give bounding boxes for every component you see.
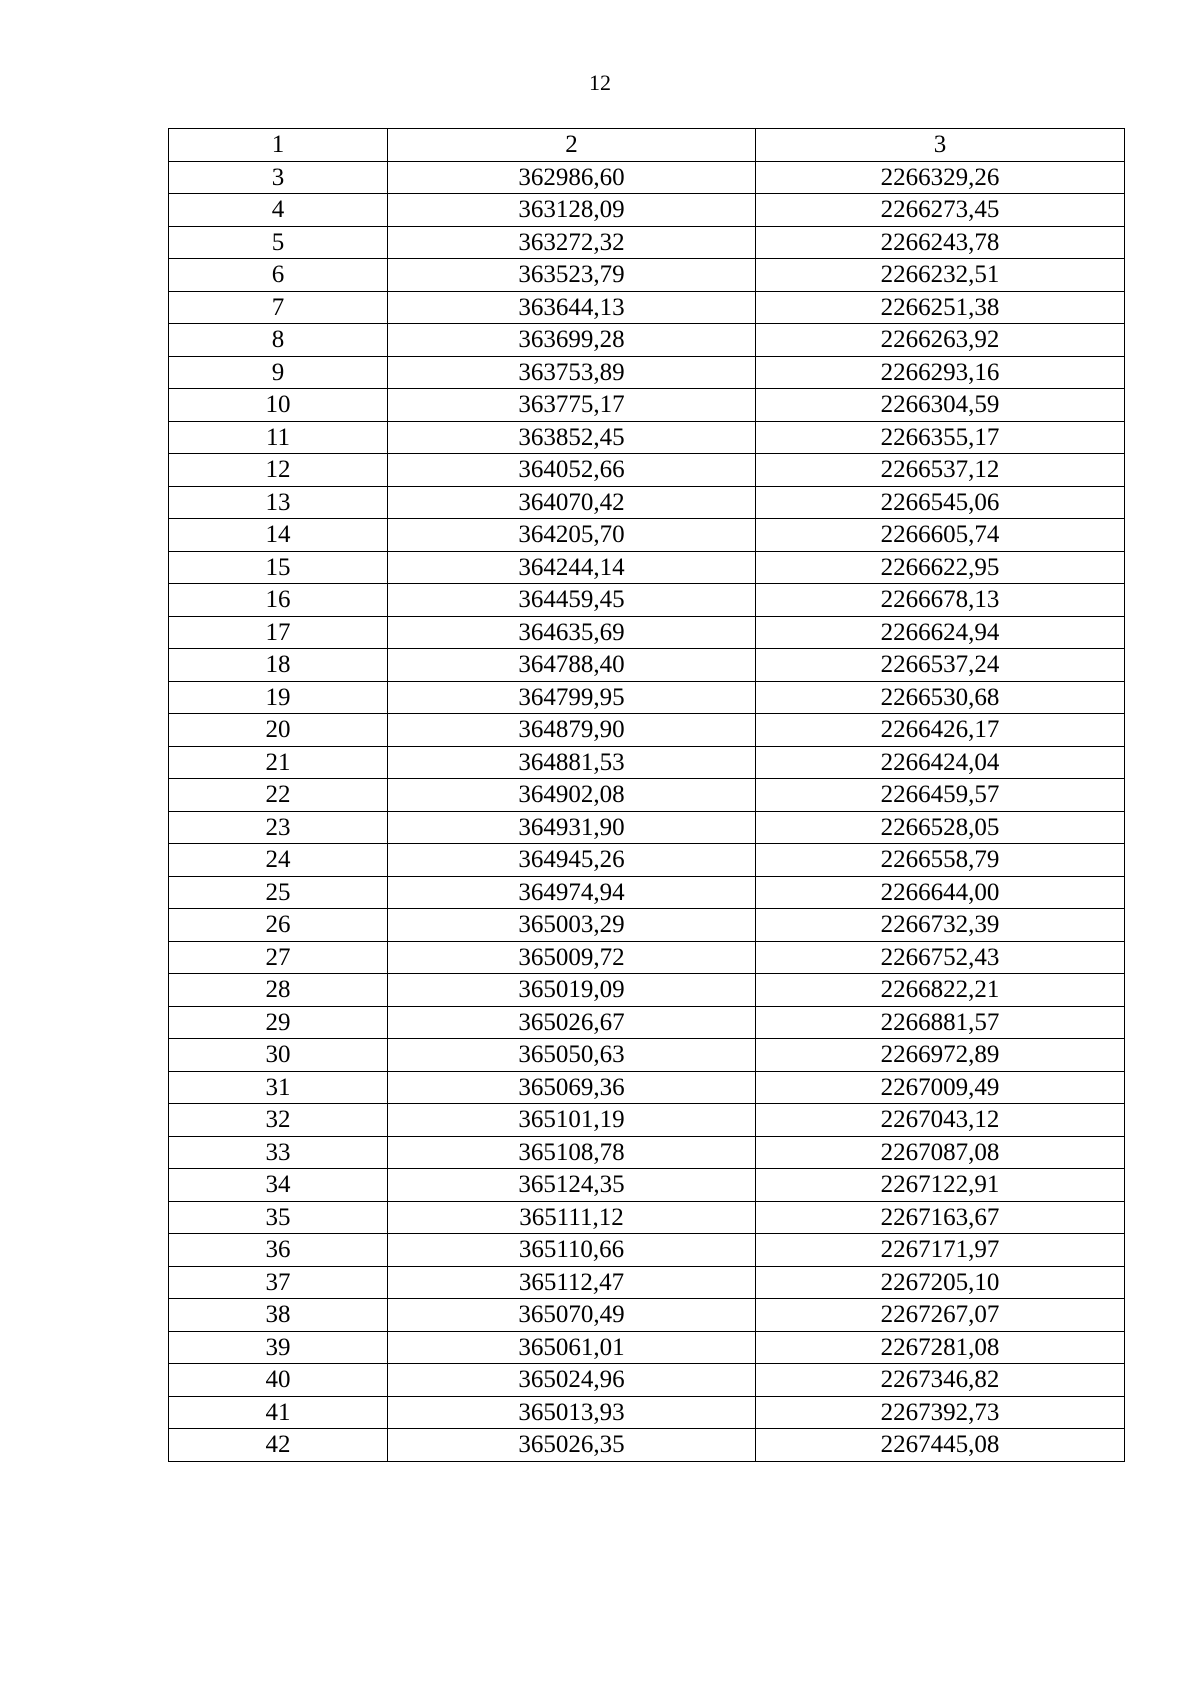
point-number-cell: 7 (169, 291, 388, 324)
y-coordinate-cell: 2267043,12 (756, 1104, 1125, 1137)
x-coordinate-cell: 365101,19 (388, 1104, 756, 1137)
y-coordinate-cell: 2266530,68 (756, 681, 1125, 714)
point-number-cell: 30 (169, 1039, 388, 1072)
point-number-cell: 31 (169, 1071, 388, 1104)
y-coordinate-cell: 2266293,16 (756, 356, 1125, 389)
y-coordinate-cell: 2266752,43 (756, 941, 1125, 974)
point-number-cell: 23 (169, 811, 388, 844)
x-coordinate-cell: 363523,79 (388, 259, 756, 292)
table-row (169, 1071, 1125, 1104)
point-number-cell: 34 (169, 1169, 388, 1202)
table-row (169, 1299, 1125, 1332)
point-number-cell: 20 (169, 714, 388, 747)
x-coordinate-cell: 365050,63 (388, 1039, 756, 1072)
table-row (169, 811, 1125, 844)
table-row (169, 1104, 1125, 1137)
table-row (169, 1429, 1125, 1462)
y-coordinate-cell: 2266537,24 (756, 649, 1125, 682)
point-number-cell: 16 (169, 584, 388, 617)
x-coordinate-cell: 365070,49 (388, 1299, 756, 1332)
table-row (169, 1396, 1125, 1429)
point-number-cell: 37 (169, 1266, 388, 1299)
y-coordinate-cell: 2266605,74 (756, 519, 1125, 552)
y-coordinate-cell: 2266528,05 (756, 811, 1125, 844)
y-coordinate-cell: 2266678,13 (756, 584, 1125, 617)
x-coordinate-cell: 363272,32 (388, 226, 756, 259)
table-row (169, 161, 1125, 194)
table-row (169, 1006, 1125, 1039)
table-row (169, 844, 1125, 877)
x-coordinate-cell: 365124,35 (388, 1169, 756, 1202)
point-number-cell: 39 (169, 1331, 388, 1364)
y-coordinate-cell: 2266426,17 (756, 714, 1125, 747)
y-coordinate-cell: 2266251,38 (756, 291, 1125, 324)
x-coordinate-cell: 364974,94 (388, 876, 756, 909)
x-coordinate-cell: 363699,28 (388, 324, 756, 357)
y-coordinate-cell: 2267171,97 (756, 1234, 1125, 1267)
x-coordinate-cell: 364945,26 (388, 844, 756, 877)
x-coordinate-cell: 364635,69 (388, 616, 756, 649)
point-number-cell: 38 (169, 1299, 388, 1332)
x-coordinate-cell: 365110,66 (388, 1234, 756, 1267)
table-row (169, 389, 1125, 422)
point-number-cell: 12 (169, 454, 388, 487)
table-row (169, 1169, 1125, 1202)
point-number-cell: 19 (169, 681, 388, 714)
x-coordinate-cell: 364070,42 (388, 486, 756, 519)
y-coordinate-cell: 2267122,91 (756, 1169, 1125, 1202)
table-row (169, 584, 1125, 617)
x-coordinate-cell: 365019,09 (388, 974, 756, 1007)
table-body (169, 129, 1125, 1462)
coordinates-table (168, 128, 1125, 1462)
point-number-cell: 24 (169, 844, 388, 877)
point-number-cell: 15 (169, 551, 388, 584)
point-number-cell: 18 (169, 649, 388, 682)
table-row (169, 1331, 1125, 1364)
column-header-1: 1 (169, 129, 388, 162)
x-coordinate-cell: 362986,60 (388, 161, 756, 194)
y-coordinate-cell: 2266822,21 (756, 974, 1125, 1007)
point-number-cell: 21 (169, 746, 388, 779)
x-coordinate-cell: 365003,29 (388, 909, 756, 942)
y-coordinate-cell: 2266644,00 (756, 876, 1125, 909)
table-row (169, 779, 1125, 812)
x-coordinate-cell: 364881,53 (388, 746, 756, 779)
x-coordinate-cell: 364931,90 (388, 811, 756, 844)
x-coordinate-cell: 365111,12 (388, 1201, 756, 1234)
table-row (169, 324, 1125, 357)
point-number-cell: 3 (169, 161, 388, 194)
y-coordinate-cell: 2266459,57 (756, 779, 1125, 812)
table-row (169, 616, 1125, 649)
y-coordinate-cell: 2266355,17 (756, 421, 1125, 454)
y-coordinate-cell: 2267281,08 (756, 1331, 1125, 1364)
x-coordinate-cell: 363852,45 (388, 421, 756, 454)
x-coordinate-cell: 364052,66 (388, 454, 756, 487)
point-number-cell: 14 (169, 519, 388, 552)
point-number-cell: 9 (169, 356, 388, 389)
point-number-cell: 28 (169, 974, 388, 1007)
y-coordinate-cell: 2266624,94 (756, 616, 1125, 649)
y-coordinate-cell: 2267009,49 (756, 1071, 1125, 1104)
x-coordinate-cell: 364459,45 (388, 584, 756, 617)
y-coordinate-cell: 2266622,95 (756, 551, 1125, 584)
y-coordinate-cell: 2266732,39 (756, 909, 1125, 942)
table-row (169, 649, 1125, 682)
table-row (169, 1136, 1125, 1169)
x-coordinate-cell: 365026,35 (388, 1429, 756, 1462)
page-number: 12 (589, 70, 611, 95)
x-coordinate-cell: 364879,90 (388, 714, 756, 747)
x-coordinate-cell: 365061,01 (388, 1331, 756, 1364)
table-row (169, 974, 1125, 1007)
point-number-cell: 17 (169, 616, 388, 649)
point-number-cell: 27 (169, 941, 388, 974)
x-coordinate-cell: 364205,70 (388, 519, 756, 552)
table-row (169, 1234, 1125, 1267)
table-row (169, 454, 1125, 487)
table-row (169, 259, 1125, 292)
x-coordinate-cell: 365009,72 (388, 941, 756, 974)
y-coordinate-cell: 2266881,57 (756, 1006, 1125, 1039)
x-coordinate-cell: 364799,95 (388, 681, 756, 714)
y-coordinate-cell: 2266232,51 (756, 259, 1125, 292)
table-row (169, 681, 1125, 714)
x-coordinate-cell: 365026,67 (388, 1006, 756, 1039)
column-header-3: 3 (756, 129, 1125, 162)
point-number-cell: 36 (169, 1234, 388, 1267)
table-row (169, 1201, 1125, 1234)
y-coordinate-cell: 2267445,08 (756, 1429, 1125, 1462)
point-number-cell: 10 (169, 389, 388, 422)
table-row (169, 519, 1125, 552)
table-row (169, 909, 1125, 942)
x-coordinate-cell: 365013,93 (388, 1396, 756, 1429)
point-number-cell: 5 (169, 226, 388, 259)
point-number-cell: 26 (169, 909, 388, 942)
point-number-cell: 13 (169, 486, 388, 519)
table-row (169, 1364, 1125, 1397)
y-coordinate-cell: 2267087,08 (756, 1136, 1125, 1169)
x-coordinate-cell: 364244,14 (388, 551, 756, 584)
table-row (169, 876, 1125, 909)
y-coordinate-cell: 2266972,89 (756, 1039, 1125, 1072)
table-row (169, 551, 1125, 584)
table-row (169, 941, 1125, 974)
point-number-cell: 42 (169, 1429, 388, 1462)
point-number-cell: 11 (169, 421, 388, 454)
y-coordinate-cell: 2266545,06 (756, 486, 1125, 519)
y-coordinate-cell: 2267267,07 (756, 1299, 1125, 1332)
point-number-cell: 40 (169, 1364, 388, 1397)
table-header-row (169, 129, 1125, 162)
y-coordinate-cell: 2267392,73 (756, 1396, 1125, 1429)
y-coordinate-cell: 2266273,45 (756, 194, 1125, 227)
point-number-cell: 29 (169, 1006, 388, 1039)
x-coordinate-cell: 365024,96 (388, 1364, 756, 1397)
table-row (169, 356, 1125, 389)
x-coordinate-cell: 364788,40 (388, 649, 756, 682)
table-row (169, 714, 1125, 747)
point-number-cell: 35 (169, 1201, 388, 1234)
y-coordinate-cell: 2266558,79 (756, 844, 1125, 877)
point-number-cell: 25 (169, 876, 388, 909)
table-row (169, 746, 1125, 779)
table-row (169, 291, 1125, 324)
x-coordinate-cell: 365112,47 (388, 1266, 756, 1299)
table-row (169, 486, 1125, 519)
y-coordinate-cell: 2267163,67 (756, 1201, 1125, 1234)
point-number-cell: 33 (169, 1136, 388, 1169)
y-coordinate-cell: 2266424,04 (756, 746, 1125, 779)
table-row (169, 194, 1125, 227)
y-coordinate-cell: 2267346,82 (756, 1364, 1125, 1397)
table-row (169, 421, 1125, 454)
point-number-cell: 4 (169, 194, 388, 227)
table-row (169, 226, 1125, 259)
y-coordinate-cell: 2266537,12 (756, 454, 1125, 487)
point-number-cell: 32 (169, 1104, 388, 1137)
table-row (169, 1039, 1125, 1072)
point-number-cell: 41 (169, 1396, 388, 1429)
y-coordinate-cell: 2266329,26 (756, 161, 1125, 194)
x-coordinate-cell: 364902,08 (388, 779, 756, 812)
point-number-cell: 22 (169, 779, 388, 812)
x-coordinate-cell: 363644,13 (388, 291, 756, 324)
x-coordinate-cell: 363128,09 (388, 194, 756, 227)
y-coordinate-cell: 2266243,78 (756, 226, 1125, 259)
point-number-cell: 8 (169, 324, 388, 357)
column-header-2: 2 (388, 129, 756, 162)
y-coordinate-cell: 2267205,10 (756, 1266, 1125, 1299)
table-row (169, 1266, 1125, 1299)
x-coordinate-cell: 363753,89 (388, 356, 756, 389)
y-coordinate-cell: 2266304,59 (756, 389, 1125, 422)
x-coordinate-cell: 365108,78 (388, 1136, 756, 1169)
point-number-cell: 6 (169, 259, 388, 292)
x-coordinate-cell: 365069,36 (388, 1071, 756, 1104)
y-coordinate-cell: 2266263,92 (756, 324, 1125, 357)
x-coordinate-cell: 363775,17 (388, 389, 756, 422)
